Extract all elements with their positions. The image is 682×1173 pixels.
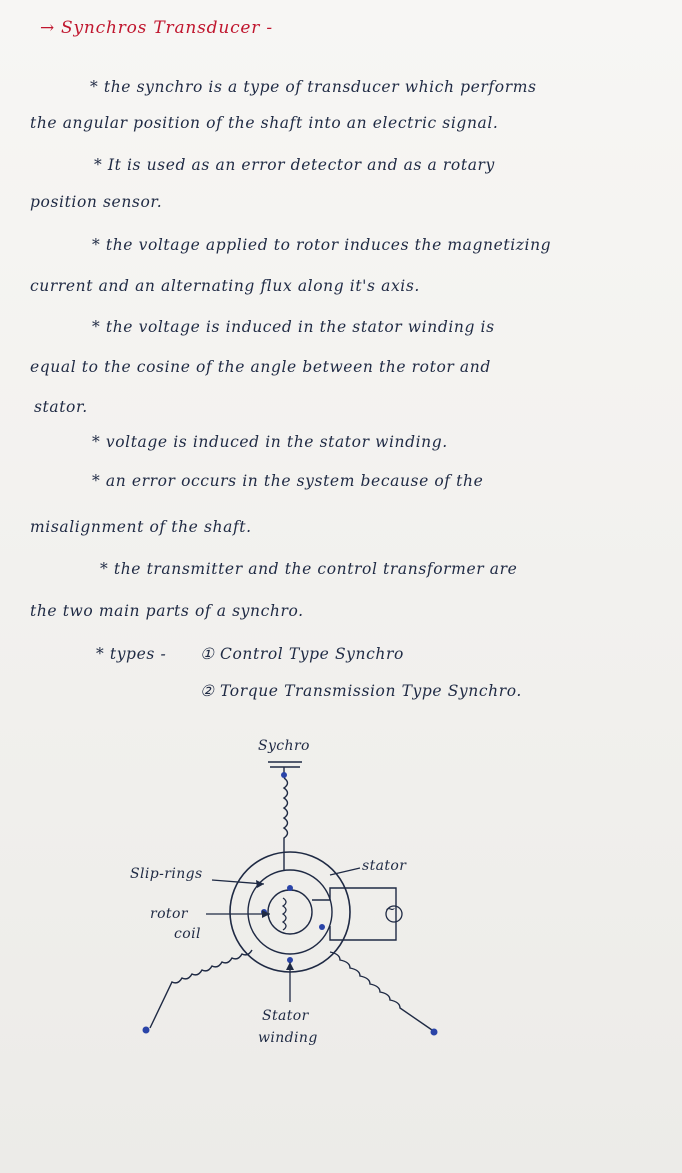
- diagram-title: Sychro: [258, 738, 310, 754]
- stator-winding-label-2: winding: [258, 1030, 318, 1046]
- para7-line2: the two main parts of a synchro.: [30, 602, 304, 620]
- type-item-2: ② Torque Transmission Type Synchro.: [200, 682, 522, 700]
- types-prefix: * types -: [96, 645, 167, 663]
- ac-source-symbol: ~: [385, 902, 397, 917]
- title-text: Synchros Transducer -: [61, 18, 273, 38]
- ring-dot-top: [287, 885, 293, 891]
- lower-right-dot: [431, 1029, 438, 1036]
- stator-label: stator: [362, 858, 407, 874]
- para4-line3: stator.: [34, 398, 88, 416]
- para6-line2: misalignment of the shaft.: [30, 518, 252, 536]
- para1-line1: * the synchro is a type of transducer which performs: [90, 78, 537, 96]
- lower-left-winding: [150, 950, 252, 1028]
- stator-winding-arrowhead: [286, 962, 294, 970]
- top-winding: [284, 778, 288, 870]
- lower-left-dot: [143, 1027, 150, 1034]
- para2-line2: position sensor.: [30, 193, 163, 211]
- para5-line1: * voltage is induced in the stator winding.: [92, 433, 448, 451]
- para7-line1: * the transmitter and the control transformer are: [100, 560, 518, 578]
- coil-label: coil: [174, 926, 201, 942]
- type-item-1: ① Control Type Synchro: [200, 645, 404, 663]
- top-dot: [281, 772, 287, 778]
- para2-line1: * It is used as an error detector and as a rotary: [94, 156, 495, 174]
- rotor-label: rotor: [150, 906, 188, 922]
- para4-line2: equal to the cosine of the angle between the rotor and: [30, 358, 491, 376]
- stator-winding-label-1: Stator: [262, 1008, 309, 1024]
- para3-line2: current and an alternating flux along it's axis.: [30, 277, 420, 295]
- source-loop: [312, 888, 396, 940]
- para6-line1: * an error occurs in the system because of the: [92, 472, 484, 490]
- rotor-coil: [283, 898, 286, 930]
- para1-line2: the angular position of the shaft into an electric signal.: [30, 114, 499, 132]
- arrow-icon: →: [40, 18, 56, 38]
- slip-rings-arrowhead: [256, 880, 264, 888]
- slip-rings-label: Slip-rings: [130, 866, 203, 882]
- lower-right-winding: [330, 952, 432, 1030]
- para3-line1: * the voltage applied to rotor induces the magnetizing: [92, 236, 552, 254]
- para4-line1: * the voltage is induced in the stator winding is: [92, 318, 495, 336]
- rotor-circle: [268, 890, 312, 934]
- ring-dot-right: [319, 924, 325, 930]
